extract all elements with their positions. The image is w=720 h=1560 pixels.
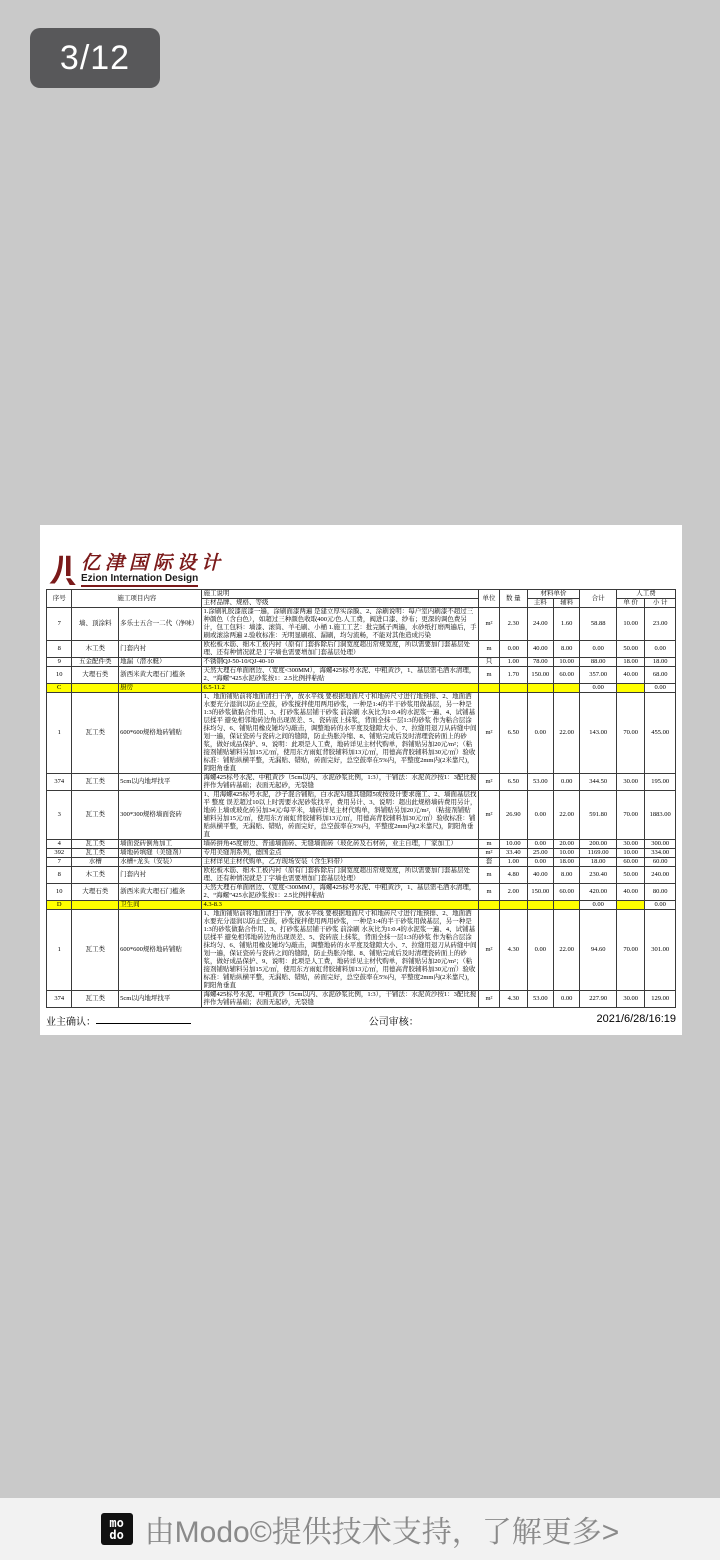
cell-no: 374 — [47, 991, 72, 1008]
cell-main-price: 0.00 — [527, 693, 553, 774]
document-page[interactable] — [40, 525, 682, 1035]
document-timestamp: 2021/6/28/16:19 — [596, 1013, 676, 1025]
cell-qty: 2.30 — [500, 608, 527, 641]
cell-aux-price: 22.00 — [553, 910, 579, 991]
cell-category: 五金配件类 — [72, 658, 119, 667]
cell-main-price: 40.00 — [527, 641, 553, 658]
cell-qty: 1.70 — [500, 667, 527, 684]
cell-total: 58.88 — [580, 608, 617, 641]
cell-project: 浙西米黄大理石门槛条 — [119, 667, 202, 684]
cell-qty: 4.30 — [500, 910, 527, 991]
document-footer — [46, 1013, 676, 1028]
cell-labor-subtotal: 0.00 — [645, 684, 676, 693]
cell-project: 门套内衬 — [119, 641, 202, 658]
cell-labor-price: 40.00 — [616, 667, 644, 684]
cell-qty: 6.50 — [500, 693, 527, 774]
cell-description: 天然大理石单面磨边、（宽度<300MM），海螺425标号水泥、中粗黄沙，1、基层需毛洒水清理，2、“海螺”425水泥砂浆按1：2.5比例拌粘贴 — [202, 884, 478, 901]
cell-labor-subtotal: 1883.00 — [645, 791, 676, 840]
cell-no: 1 — [47, 693, 72, 774]
cell-labor-price: 30.00 — [616, 774, 644, 791]
cell-qty: 33.40 — [500, 849, 527, 858]
cell-main-price: 53.00 — [527, 991, 553, 1008]
col-header-construction-note: 施工说明 — [202, 590, 478, 599]
cell-main-price: 0.00 — [527, 840, 553, 849]
cell-labor-price — [616, 684, 644, 693]
col-header-material-price: 材料单价 — [527, 590, 580, 599]
cell-section-range: 6.5-11.2 — [202, 684, 478, 693]
cell-no: 8 — [47, 867, 72, 884]
table-row — [47, 791, 676, 840]
cell-no: 392 — [47, 849, 72, 858]
cell-labor-subtotal: 334.00 — [645, 849, 676, 858]
cell-qty — [500, 901, 527, 910]
cell-description: 天然大理石单面磨边、（宽度<300MM），海螺425标号水泥、中粗黄沙，1、基层需毛洒水清理，2、“海螺”425水泥砂浆按1：2.5比例拌粘贴 — [202, 667, 478, 684]
col-header-material-spec: 主材品牌、规格、等级 — [202, 599, 478, 608]
cell-main-price: 150.00 — [527, 884, 553, 901]
cell-description: 1.涂刷乳胶漆底漆一遍，涂刷面漆两遍 是建立厚实涂膜、2、涂刷说明：每户室内刷漆不超过三种颜色（含白色），如超过三种颜色收取400元/色.人工费，阀进口漆、纱布；更深的调色费另计，包工包料：墙漆、滚筒、羊毛刷、小桶 1.施工工艺：批完腻子两遍，水砂纸打磨两遍后，手刷或滚涂两遍 2.验收标准：无明显刷痕、漏刷，均匀流畅，不能对其他造成污染 — [203, 608, 477, 639]
cell-project: 600*600规格地砖铺贴 — [119, 693, 202, 774]
col-header-unit: 单位 — [478, 590, 499, 608]
page-indicator-badge — [30, 28, 160, 88]
cell-unit: m² — [478, 910, 499, 991]
cell-section-name: 厨房 — [119, 684, 202, 693]
cell-qty: 0.00 — [500, 641, 527, 658]
cell-project: 多乐士五合一二代（净味） — [119, 608, 202, 641]
page-indicator-text: 3/12 — [59, 38, 131, 77]
company-logo — [48, 553, 676, 587]
cell-total: 0.00 — [580, 684, 617, 693]
cell-category: 大理石类 — [72, 884, 119, 901]
cell-unit: 套 — [478, 858, 499, 867]
cell-main-price: 78.00 — [527, 658, 553, 667]
cell-unit — [478, 684, 499, 693]
cell-unit: m — [478, 867, 499, 884]
cell-category: 瓦工类 — [72, 693, 119, 774]
cell-qty: 10.00 — [500, 840, 527, 849]
cell-description: 1、地面铺贴前将地面清扫干净，放水平线 要根据地面尺寸和地砖尺寸进行地预排、2、地面洒水要充分湿润以防止空鼓，砂浆搅拌使用两用砂浆，一种是1:4的半干砂浆用做基层，另一种是1:3的砂浆做黏合作用、3、打砂浆基层铺干砂浆 前涂刷 水灰比为1:0.4的水泥浆一遍、4、试铺基层揉平 避免相邻地砖边角出现误差、5、瓷砖底上抹浆，背面全抹一层1:3的砂浆 作为粘合层涂抹均匀、6、铺贴用橡皮锤均匀敲击，调整地砖的水平度及缝隙大小、7、拉缝用退刀从砖缝中间划一遍，保证瓷砖与瓷砖之间的缝隙，防止热胀冷缩、8、铺贴完成后及时清理瓷砖面上的砂浆，做好成品保护、9、说明：此项是人工费，地砖详见主材代购单，斜铺贴另加20元/m²；（粘接剂铺贴辅料另加15元/㎡，使用东方雨虹背胶辅料加13元/㎡，用德高背胶辅料加30元/㎡）验收标准：铺贴纵横平整，无漏贴、错贴，砖面完好，总空鼓率在5%内，平整度2mm内(2米靠尺)，阴阳角垂直 — [203, 910, 477, 989]
col-header-aux-material: 辅料 — [553, 599, 579, 608]
col-header-labor: 人工费 — [616, 590, 675, 599]
cell-no: 8 — [47, 641, 72, 658]
section-row — [47, 901, 676, 910]
cell-qty: 4.80 — [500, 867, 527, 884]
cell-no: 4 — [47, 840, 72, 849]
cell-unit: m² — [478, 849, 499, 858]
cell-aux-price: 0.00 — [553, 774, 579, 791]
cell-labor-price: 30.00 — [616, 840, 644, 849]
cell-qty: 2.00 — [500, 884, 527, 901]
cell-unit: m² — [478, 991, 499, 1008]
cell-no: 3 — [47, 791, 72, 840]
col-header-qty: 数 量 — [500, 590, 527, 608]
col-header-labor-price: 单 价 — [616, 599, 644, 608]
cell-category: 瓦工类 — [72, 910, 119, 991]
cell-labor-price — [616, 901, 644, 910]
cell-aux-price: 60.00 — [553, 884, 579, 901]
cell-labor-subtotal: 60.00 — [645, 858, 676, 867]
cell-labor-subtotal: 23.00 — [645, 608, 676, 641]
cell-unit: m² — [478, 791, 499, 840]
cell-labor-subtotal: 68.00 — [645, 667, 676, 684]
cell-labor-price: 70.00 — [616, 791, 644, 840]
cell-description: 墙砖拼角45度磨边、普通墙面砖、无缝墙面砖（玻化砖及石材砖，业主自理，厂家加工） — [202, 840, 478, 849]
cell-section-name: 卫生间 — [119, 901, 202, 910]
cell-main-price: 24.00 — [527, 608, 553, 641]
cell-labor-price: 60.00 — [616, 858, 644, 867]
cell-total: 18.00 — [580, 858, 617, 867]
cell-description: 欧松板木筋、细木工板内衬（原有门套拆除后门洞宽度超出常规宽度，所以需要加门套基层处理、还有种情况就是丁字墙也需要增加门套基层处理） — [202, 641, 478, 658]
cell-aux-price: 1.60 — [553, 608, 579, 641]
cell-qty: 1.00 — [500, 858, 527, 867]
cell-main-price — [527, 684, 553, 693]
cell-labor-price: 30.00 — [616, 991, 644, 1008]
cell-labor-subtotal: 455.00 — [645, 693, 676, 774]
cell-description: 1、用海螺425标号水泥，沙子混合铺贴，白水泥勾缝其缝隙5或按设计要求施工、2、墙面基层找平 整度 误差超过10以上时需要水泥砂浆找平，费用另计、3、说明：超出此规格墙砖费用另计，地砖上墙或玻化砖另加34元/每平米，墙砖详见主材代购单，斜铺贴另加20元/m²，（粘接剂铺贴辅料另加15元/㎡，使用东方雨虹背胶辅料加13元/㎡，用德高背胶辅料加30元/㎡）验收标准：铺贴纵横平整，无漏贴、错贴，砖面完好，总空鼓率在5%内，平整度2mm内(2米靠尺)，阴阳角垂直 — [203, 791, 477, 838]
cell-no: 9 — [47, 658, 72, 667]
cell-project: 门套内衬 — [119, 867, 202, 884]
cell-project: 浙西米黄大理石门槛条 — [119, 884, 202, 901]
cell-labor-price: 40.00 — [616, 884, 644, 901]
cell-no: 10 — [47, 884, 72, 901]
cell-qty: 4.30 — [500, 991, 527, 1008]
cell-category: 木工类 — [72, 641, 119, 658]
cell-unit: 只 — [478, 658, 499, 667]
cell-total: 143.00 — [580, 693, 617, 774]
cell-labor-price: 18.00 — [616, 658, 644, 667]
cell-section-no: D — [47, 901, 72, 910]
cell-no: 7 — [47, 608, 72, 641]
cell-aux-price: 20.00 — [553, 840, 579, 849]
company-name-cn: 亿津国际设计 — [81, 553, 226, 574]
cell-labor-subtotal: 0.00 — [645, 901, 676, 910]
cell-aux-price: 18.00 — [553, 858, 579, 867]
cell-description: 1、地面铺贴前将地面清扫干净，放水平线 要根据地面尺寸和地砖尺寸进行地预排、2、地面洒水要充分湿润以防止空鼓，砂浆搅拌使用两用砂浆，一种是1:4的半干砂浆用做基层，另一种是1:3的砂浆做黏合作用、3、打砂浆基层铺干砂浆 前涂刷 水灰比为1:0.4的水泥浆一遍、4、试铺基层揉平 避免相邻地砖边角出现误差、5、瓷砖底上抹浆，背面全抹一层1:3的砂浆 作为粘合层涂抹均匀、6、铺贴用橡皮锤均匀敲击，调整地砖的水平度及缝隙大小、7、拉缝用退刀从砖缝中间划一遍，保证瓷砖与瓷砖之间的缝隙，防止热胀冷缩、8、铺贴完成后及时清理瓷砖面上的砂浆，做好成品保护、9、说明：此项是人工费，地砖详见主材代购单，斜铺贴另加20元/m²；（粘接剂铺贴辅料另加15元/㎡，使用东方雨虹背胶辅料加13元/㎡，用德高背胶辅料加30元/㎡）验收标准：铺贴纵横平整，无漏贴、错贴，砖面完好，总空鼓率在5%内，平整度2mm内(2米靠尺)，阴阳角垂直 — [203, 693, 477, 772]
cell-project: 300*300规格墙面瓷砖 — [119, 791, 202, 840]
cell-aux-price: 0.00 — [553, 991, 579, 1008]
cell-total: 1169.00 — [580, 849, 617, 858]
cell-labor-price: 50.00 — [616, 867, 644, 884]
cell-main-price: 0.00 — [527, 910, 553, 991]
header-row-1 — [47, 590, 676, 599]
table-row — [47, 849, 676, 858]
cell-category: 墙、顶涂料 — [72, 608, 119, 641]
table-row — [47, 867, 676, 884]
cell-section-range: 4.3-8.3 — [202, 901, 478, 910]
cell-labor-subtotal: 240.00 — [645, 867, 676, 884]
table-row — [47, 608, 676, 641]
cell-main-price: 150.00 — [527, 667, 553, 684]
cell-unit: m — [478, 641, 499, 658]
cell-total: 0.00 — [580, 641, 617, 658]
table-row — [47, 910, 676, 991]
cell-unit: m² — [478, 774, 499, 791]
cell-labor-subtotal: 300.00 — [645, 840, 676, 849]
cell-main-price: 0.00 — [527, 791, 553, 840]
modo-logo-line2: do — [109, 1528, 124, 1542]
cell-aux-price: 10.00 — [553, 658, 579, 667]
table-row — [47, 840, 676, 849]
cell-main-price: 53.00 — [527, 774, 553, 791]
cell-total: 420.00 — [580, 884, 617, 901]
cell-project: 地漏（潜水艇） — [119, 658, 202, 667]
table-row — [47, 641, 676, 658]
cell-labor-subtotal: 129.00 — [645, 991, 676, 1008]
col-header-main-material: 主料 — [527, 599, 553, 608]
table-row — [47, 991, 676, 1008]
cell-aux-price — [553, 684, 579, 693]
cell-project: 600*600规格地砖铺贴 — [119, 910, 202, 991]
col-header-labor-subtotal: 小 计 — [645, 599, 676, 608]
cell-aux-price: 8.00 — [553, 641, 579, 658]
cell-qty: 6.50 — [500, 774, 527, 791]
support-bar — [0, 1498, 720, 1560]
cell-total: 591.80 — [580, 791, 617, 840]
cell-category — [72, 684, 119, 693]
cell-main-price: 40.00 — [527, 867, 553, 884]
cell-project: 墙地砖填缝（美缝剂） — [119, 849, 202, 858]
cell-aux-price: 60.00 — [553, 667, 579, 684]
cell-total: 200.00 — [580, 840, 617, 849]
cell-category: 瓦工类 — [72, 840, 119, 849]
cell-description: 专用美缝剂系列，德国金点 — [202, 849, 478, 858]
table-row — [47, 774, 676, 791]
cell-main-price: 0.00 — [527, 858, 553, 867]
table-row — [47, 658, 676, 667]
cell-category: 瓦工类 — [72, 991, 119, 1008]
cell-qty: 26.90 — [500, 791, 527, 840]
cell-category: 瓦工类 — [72, 791, 119, 840]
cell-section-no: C — [47, 684, 72, 693]
cell-aux-price: 22.00 — [553, 791, 579, 840]
cell-category: 瓦工类 — [72, 774, 119, 791]
modo-logo-icon — [101, 1513, 133, 1545]
cell-labor-price: 70.00 — [616, 693, 644, 774]
cell-no: 374 — [47, 774, 72, 791]
cell-aux-price: 10.00 — [553, 849, 579, 858]
cell-labor-price: 70.00 — [616, 910, 644, 991]
table-row — [47, 693, 676, 774]
cell-labor-price: 10.00 — [616, 608, 644, 641]
cell-labor-subtotal: 195.00 — [645, 774, 676, 791]
cell-total: 94.60 — [580, 910, 617, 991]
col-header-project-content: 施工项目内容 — [72, 590, 202, 608]
brand-mark-icon — [48, 553, 78, 587]
cell-description: 海螺425标号水泥、中粗黄沙（5cm以内、水泥砂浆比例，1:3），干铺法：水泥黄沙按1：3配比搅拌作为铺砖基础；表面无起砂，无裂缝 — [203, 774, 477, 789]
cell-main-price — [527, 901, 553, 910]
table-row — [47, 667, 676, 684]
cell-project: 5cm以内地坪找平 — [119, 774, 202, 791]
quotation-table — [46, 589, 676, 1008]
cell-project: 墙面瓷砖倒角加工 — [119, 840, 202, 849]
company-review-label: 公司审核： — [368, 1017, 419, 1028]
cell-aux-price — [553, 901, 579, 910]
cell-qty: 1.00 — [500, 658, 527, 667]
cell-category: 水槽 — [72, 858, 119, 867]
cell-category: 大理石类 — [72, 667, 119, 684]
cell-labor-subtotal: 80.00 — [645, 884, 676, 901]
cell-total: 227.90 — [580, 991, 617, 1008]
cell-project: 水槽+龙头（安装） — [119, 858, 202, 867]
cell-total: 88.00 — [580, 658, 617, 667]
cell-project: 5cm以内地坪找平 — [119, 991, 202, 1008]
cell-category — [72, 901, 119, 910]
cell-total: 0.00 — [580, 901, 617, 910]
cell-category: 瓦工类 — [72, 849, 119, 858]
cell-aux-price: 8.00 — [553, 867, 579, 884]
cell-labor-price: 10.00 — [616, 849, 644, 858]
cell-qty — [500, 684, 527, 693]
cell-labor-price: 50.00 — [616, 641, 644, 658]
cell-unit — [478, 901, 499, 910]
cell-description: 欧松板木筋、细木工板内衬（原有门套拆除后门洞宽度超出常规宽度，所以需要加门套基层处理、还有种情况就是丁字墙也需要增加门套基层处理） — [202, 867, 478, 884]
owner-signature-line — [96, 1013, 191, 1024]
cell-description: 海螺425标号水泥、中粗黄沙（5cm以内、水泥砂浆比例，1:3），干铺法：水泥黄沙按1：3配比搅拌作为铺砖基础；表面无起砂，无裂缝 — [203, 991, 477, 1006]
col-header-no: 序号 — [47, 590, 72, 608]
company-name-en: Ezion Internation Design — [81, 574, 198, 587]
owner-confirm-label: 业主确认： — [46, 1017, 96, 1028]
cell-unit: m — [478, 840, 499, 849]
section-row — [47, 684, 676, 693]
col-header-total: 合计 — [580, 590, 617, 608]
cell-description: 不锈钢QJ-50-10/QJ-40-10 — [202, 658, 478, 667]
cell-unit: m² — [478, 693, 499, 774]
cell-unit: m — [478, 667, 499, 684]
cell-total: 344.50 — [580, 774, 617, 791]
cell-no: 7 — [47, 858, 72, 867]
table-row — [47, 858, 676, 867]
cell-labor-subtotal: 301.00 — [645, 910, 676, 991]
cell-main-price: 25.00 — [527, 849, 553, 858]
cell-labor-subtotal: 0.00 — [645, 641, 676, 658]
cell-unit: m — [478, 884, 499, 901]
cell-total: 357.00 — [580, 667, 617, 684]
cell-unit: m² — [478, 608, 499, 641]
cell-no: 10 — [47, 667, 72, 684]
cell-labor-subtotal: 18.00 — [645, 658, 676, 667]
cell-category: 木工类 — [72, 867, 119, 884]
cell-description: 主材详见主材代购单，乙方现场安装（含生料带） — [202, 858, 478, 867]
table-row — [47, 884, 676, 901]
support-link[interactable]: 由Modo©提供技术支持，了解更多> — [144, 1516, 620, 1549]
cell-no: 1 — [47, 910, 72, 991]
modo-logo-line1: mo — [109, 1516, 124, 1530]
cell-aux-price: 22.00 — [553, 693, 579, 774]
cell-total: 230.40 — [580, 867, 617, 884]
